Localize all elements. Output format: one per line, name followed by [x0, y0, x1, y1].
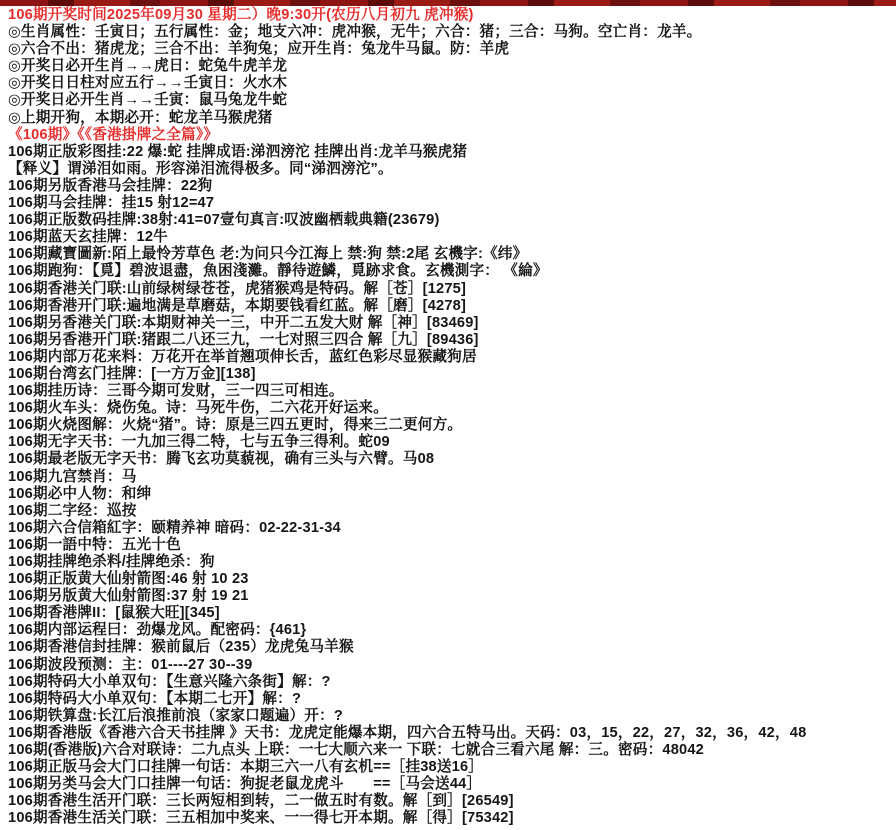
text-line-28: 106期九宫禁肖：马 — [8, 468, 137, 485]
text-line-29: 106期必中人物：和绅 — [8, 485, 152, 502]
text-line-18: 106期香港开门联:遍地满是草磨菇，本期要钱看红蓝。解［磨］[4278] — [8, 297, 467, 314]
text-line-31: 106期六合信箱紅字：颐精养神 暗码：02-22-31-34 — [8, 519, 341, 536]
text-line-35: 106期另版黄大仙射箭图:37 射 19 21 — [8, 588, 249, 605]
text-line-37: 106期内部运程曰：劲爆龙风。配密码：{461} — [8, 622, 307, 639]
text-line-26: 106期无字天书：一九加三得二特，七与五争三得利。蛇09 — [8, 434, 390, 451]
text-line-3: ◎六合不出：猪虎龙；三合不出：羊狗兔；应开生肖：兔龙牛马鼠。防：羊虎 — [8, 41, 510, 58]
text-line-23: 106期挂历诗：三哥今期可发财，三一四三可相连。 — [8, 383, 344, 400]
text-line-12: 106期马会挂牌：挂15 射12=47 — [8, 195, 215, 212]
text-line-44: 106期(香港版)六合对联诗：二九点头 上联：一七大顺六来一 下联：七就合三看六尾 解：三。密码：48042 — [8, 742, 704, 759]
content-lines — [8, 7, 896, 828]
text-line-19: 106期另香港关门联:本期财神关一三，中开二五发大财 解［神］[83469] — [8, 314, 479, 331]
text-line-41: 106期特码大小单双句：【本期二七开】解：? — [8, 690, 302, 707]
text-line-11: 106期另版香港马会挂牌：22狗 — [8, 177, 213, 194]
text-line-9: 106期正版彩图挂:22 爆:蛇 挂牌成语:涕泗滂沱 挂牌出肖:龙羊马猴虎猪 — [8, 143, 468, 160]
text-line-7: ◎上期开狗，本期必开：蛇龙羊马猴虎猪 — [8, 109, 273, 126]
text-line-14: 106期蓝天玄挂牌：12牛 — [8, 229, 168, 246]
text-line-27: 106期最老版无字天书：腾飞玄功莫藐视，确有三头与六臂。马08 — [8, 451, 435, 468]
text-line-1: 106期开奖时间2025年09月30 星期二）晚9:30开(农历八月初九 虎冲猴) — [8, 7, 474, 23]
text-line-6: ◎开奖日必开生肖→→壬寅：鼠马兔龙牛蛇 — [8, 92, 288, 109]
text-line-36: 106期香港牌II：[鼠猴大旺][345] — [8, 605, 220, 622]
text-line-32: 106期一語中特：五光十色 — [8, 536, 181, 553]
text-line-42: 106期铁算盘:长江后浪推前浪（家家口题遍）开：? — [8, 707, 344, 724]
text-line-48: 106期香港生活关门联：三五相加中奖来、一一得七开本期。解［得］[75342] — [8, 810, 514, 827]
text-line-10: 【释义】谓涕泪如雨。形容涕泪流得极多。同“涕泗滂沱”。 — [8, 160, 393, 177]
text-line-5: ◎开奖日日柱对应五行→→壬寅日：火水木 — [8, 75, 288, 92]
text-line-40: 106期特码大小单双句：【生意兴隆六条街】解：? — [8, 673, 331, 690]
text-line-46: 106期另类马会大门口挂牌一句话：狗捉老鼠龙虎斗 ==［马会送44］ — [8, 776, 482, 793]
text-line-45: 106期正版马会大门口挂牌一句话：本期三六一八有玄机==［挂38送16］ — [8, 759, 484, 776]
text-line-4: ◎开奖日必开生肖→→虎日：蛇兔牛虎羊龙 — [8, 58, 288, 75]
text-line-43: 106期香港版《香港六合天书挂牌 》天书：龙虎定能爆本期，四六合五特马出。天码：03，15，22，27，32，36，42，48 — [8, 724, 807, 741]
text-line-20: 106期另香港开门联:猪跟二八还三九，一七对照三四合 解［九］[89436] — [8, 331, 479, 348]
text-line-22: 106期台湾玄门挂牌：[一方万金][138] — [8, 365, 256, 382]
text-line-16: 106期跑狗：【覓】碧波退盡，魚困淺灘。靜待遊鱗，覓跡求食。玄機測字： 《綸》 — [8, 263, 548, 280]
text-line-17: 106期香港关门联:山前绿树绿苍苍，虎猪猴鸡是特码。解［苍］[1275] — [8, 280, 467, 297]
lottery-info-sheet — [0, 6, 896, 830]
text-line-25: 106期火烧图解：火烧“猪”。诗：原是三四五更时，得来三二更何方。 — [8, 417, 463, 434]
text-line-47: 106期香港生活开门联：三长两短相到转，二一做五时有数。解［到］[26549] — [8, 793, 514, 810]
text-line-8: 《106期》《《香港掛牌之全篇》》 — [8, 126, 219, 143]
text-line-39: 106期波段预测：主：01----27 30--39 — [8, 656, 253, 673]
text-line-30: 106期二字经：巡按 — [8, 502, 137, 519]
text-line-33: 106期挂牌绝杀料/挂牌绝杀：狗 — [8, 554, 215, 570]
text-line-34: 106期正版黄大仙射箭图:46 射 10 23 — [8, 571, 249, 588]
text-line-24: 106期火车头：烧伤兔。诗：马死牛伤，二六花开好运来。 — [8, 400, 389, 417]
text-line-15: 106期藏寶圖新:陌上最怜芳草色 老:为问只今江海上 禁:狗 禁:2尾 玄機字:《纬》 — [8, 246, 528, 263]
text-line-13: 106期正版数码挂牌:38射:41=07壹句真言:叹波幽栖载典籍(23679) — [8, 212, 440, 229]
text-line-2: ◎生肖属性：壬寅日；五行属性：金；地支六冲：虎冲猴，无牛；六合：猪；三合：马狗。空亡肖：龙羊。 — [8, 24, 702, 41]
text-line-38: 106期香港信封挂牌：猴前鼠后（235）龙虎兔马羊猴 — [8, 639, 354, 656]
text-line-21: 106期内部万花来料：万花开在举首翘项伸长舌，蓝红色彩尽显猴藏狗居 — [8, 348, 477, 365]
